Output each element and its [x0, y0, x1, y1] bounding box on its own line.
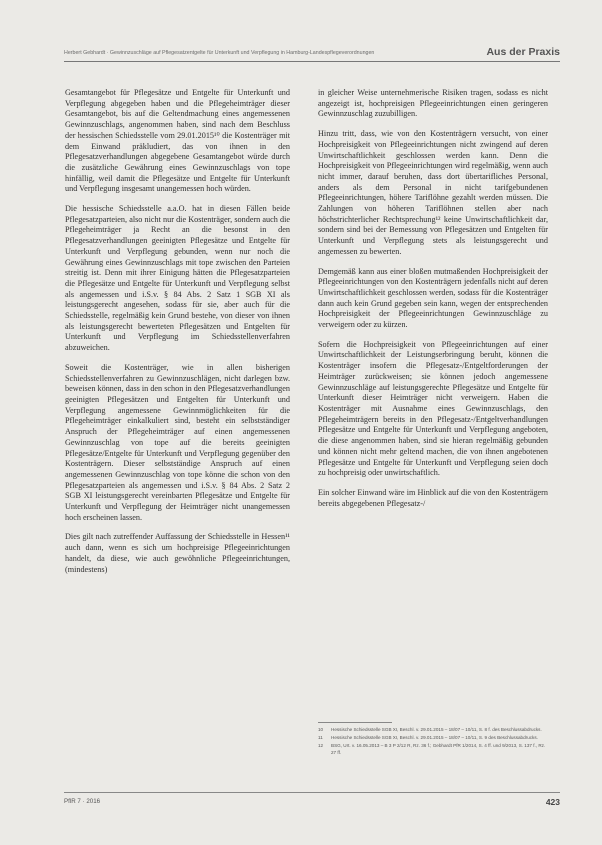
paragraph: Hinzu tritt, dass, wie von den Kostenträgern versucht, von einer Hochpreisigkeit von Pflegeeinrichtungen nicht zwingend auf deren Unwirtschaftlichkeit geschlossen werden kann. Denn die Hochpreisigkeit von Pflegeeinrichtungen wird regelmäßig, wenn auch nicht immer, darauf beruhen, dass dort übertarifliches Personal, anders als dem Personal in nicht tarifgebundenen Pflegeeinrichtungen, höhere Tariflöhne gezahlt werden müssen. Die Zahlungen von höheren Tariflöhnen stellen aber nach höchstrichterlicher Rechtsprechung¹² keine Unwirtschaftlichkeit dar, sondern sind bei der Bemessung von Pflegesätzen und Entgelten für Unterkunft und Verpflegung stets als leistungsgerecht und angemessen zu bewerten.	[318, 129, 548, 256]
footnote-number: 11	[318, 735, 323, 740]
paragraph: in gleicher Weise unternehmerische Risiken tragen, sodass es nicht angezeigt ist, hochpreisigen Pflegeeinrichtungen einen geringeren Gewinnzuschlag zuzubilligen.	[318, 88, 548, 119]
footnotes	[318, 722, 548, 757]
paragraph: Die hessische Schiedsstelle a.a.O. hat in diesen Fällen beide Pflegesatzparteien, also nicht nur die Kostenträger, sondern auch die Pflegeheimträger ja Recht an die besonst in den Pflegesatzverhandlungen geeinigten Pflegesätze und Entgelte für Unterkunft und Verpflegung gebunden, wenn nur noch die Gewährung eines Gewinnzuschlags mit tope zwischen den Parteien streitig ist. Denn mit ihrer Einigung hätten die Pflegesatzparteien die Pflegesätze und Entgelte für Unterkunft und Verpflegung selbst als angemessen und i.S.v. § 84 Abs. 2 Satz 1 SGB XI als leistungsgerecht angesehen, sodass für sie, aber auch für die Schiedsstelle, regelmäßig kein Grund bestehe, von dieser von ihnen als leistungsgerecht bewerteten Pflegesätzen und Entgelten für Unterkunft und Verpflegung im Schiedsstellenverfahren abzuweichen.	[65, 204, 290, 353]
header-rule	[64, 61, 560, 62]
page-number: 423	[545, 797, 560, 807]
footnote-number: 10	[318, 727, 324, 732]
paragraph: Gesamtangebot für Pflegesätze und Entgelte für Unterkunft und Verpflegung abgegeben haben und die Pflegeheimträger dieser Gesamtangebot, bis auf die Geltendmachung eines angemessenen Gewinnzuschlags, angenommen haben, sind nach dem Beschluss der hessischen Schiedsstelle vom 29.01.2015¹⁰ die Kostenträger mit dem Einwand präkludiert, das von ihnen in den Pflegesatzverhandlungen abgegebene Gesamtangebot würde durch die zusätzliche Gewährung eines Gewinnzuschlags von tope hinfällig, weil damit die Pflegesätze und Entgelte für Unterkunft und Verpflegung insgesamt unangemessen hoch würden.	[65, 88, 290, 194]
footnote-number: 12	[318, 743, 324, 748]
footnote	[318, 726, 548, 733]
running-title: Herbert Gebhardt · Gewinnzuschläge auf Pflegesatzentgelte für Unterkunft und Verpflegung in Hamburg-Landespflegeverordnungen	[64, 50, 375, 56]
paragraph: Demgemäß kann aus einer bloßen mutmaßenden Hochpreisigkeit der Pflegeeinrichtungen von den Kostenträgern jedenfalls nicht auf deren Unwirtschaftlichkeit geschlossen werden, sodass für die Kostenträger dann auch kein Grund gegeben sein kann, wegen der entsprechenden Hochpreisigkeit der Pflegeeinrichtungen Gewinnzuschläge zu verweigern oder zu kürzen.	[318, 266, 548, 330]
footnote-rule	[318, 722, 392, 723]
paragraph: Ein solcher Einwand wäre im Hinblick auf die von den Kostenträgern bereits abgegebenen Pflegesatz-/	[318, 487, 548, 508]
footnote-text: Hessische Schiedsstelle SGB XI, Beschl. v. 29.01.2015 – 18/07 – 10/11, S. 8 f. des Beschlussabdrucks.	[331, 727, 542, 732]
footnote	[318, 742, 548, 756]
paragraph: Soweit die Kostenträger, wie in allen bisherigen Schiedsstellenverfahren zu Gewinnzuschlägen, nicht darlegen bzw. beweisen können, dass in den schon in den Pflegesatzverhandlungen geeinigten Pflegesätzen und Entgelten für Unterkunft und Verpflegung angemessene Gewinnmöglichkeiten für die Pflegeheimträger einkalkuliert sind, besteht ein selbstständiger Anspruch der Pflegeheimträger auf einen angemessenen Gewinnzuschlag von tope auf die bereits geeinigten Pflegesätze/Entgelte für Unterkunft und Verpflegung gegenüber den Kostenträgern. Dieser selbstständige Anspruch auf einen angemessenen Gewinnzuschlag von tope könne die schon von den Pflegesatzparteien als angemessen und i.S.v. § 84 Abs. 2 Satz 2 SGB XI leistungsgerecht vereinbarten Pflegesätze und Entgelte für Unterkunft und Verpflegung der Heimträger nicht unangemessen hoch erscheinen lassen.	[65, 362, 290, 522]
paragraph: Sofern die Hochpreisigkeit von Pflegeeinrichtungen auf einer Unwirtschaftlichkeit der Leistungserbringung beruht, können die Kostenträger insofern die Pflegesatz-/Entgeltforderungen der Heimträger zurückweisen; sie können jedoch angemessene Gewinnzuschläge auf leistungsgerechte Pflegesätze und Entgelte für Unterkunft dieser Heimträger nicht verweigern. Haben die Kostenträger mit Ausnahme eines Gewinnzuschlags, den Pflegeheimträgern bereits in den Pflegesatz-/Entgeltverhandlungen Pflegesätze und Entgelte für Unterkunft und Verpflegung angeboten, die diese angenommen haben, sind sie hieran regelmäßig gebunden und können nicht mehr geltend machen, die von ihnen angebotenen Pflegesätze und Entgelte für Unterkunft und Verpflegung seien doch zu hochpreisig oder unwirtschaftlich.	[318, 339, 548, 478]
page-footer	[64, 792, 560, 810]
paragraph: Dies gilt nach zutreffender Auffassung der Schiedsstelle in Hessen¹¹ auch dann, wenn es sich um hochpreisige Pflegeeinrichtungen handelt, da diese, wie auch gewöhnliche Pflegeeinrichtungen, (mindestens)	[65, 532, 290, 574]
right-column	[318, 88, 548, 518]
section-title: Aus der Praxis	[486, 46, 560, 58]
footer-rule	[64, 792, 560, 793]
journal-issue: PflR 7 · 2016	[64, 798, 101, 805]
footnote-text: Hessische Schiedsstelle SGB XI, Beschl. v. 29.01.2015 – 18/07 – 10/11, S. 9 des Beschlussabdrucks.	[331, 735, 538, 740]
footnote	[318, 734, 548, 741]
left-column	[65, 88, 290, 584]
running-header	[64, 48, 560, 62]
footnote-text: BSG, Urt. v. 16.05.2013 – B 3 P 2/12 R, Rz. 36 f.; Gebhardt PfR 1/2014, S. 4 ff. und 9/2013, S. 137 f., Rz. 27 ff.	[331, 743, 546, 755]
